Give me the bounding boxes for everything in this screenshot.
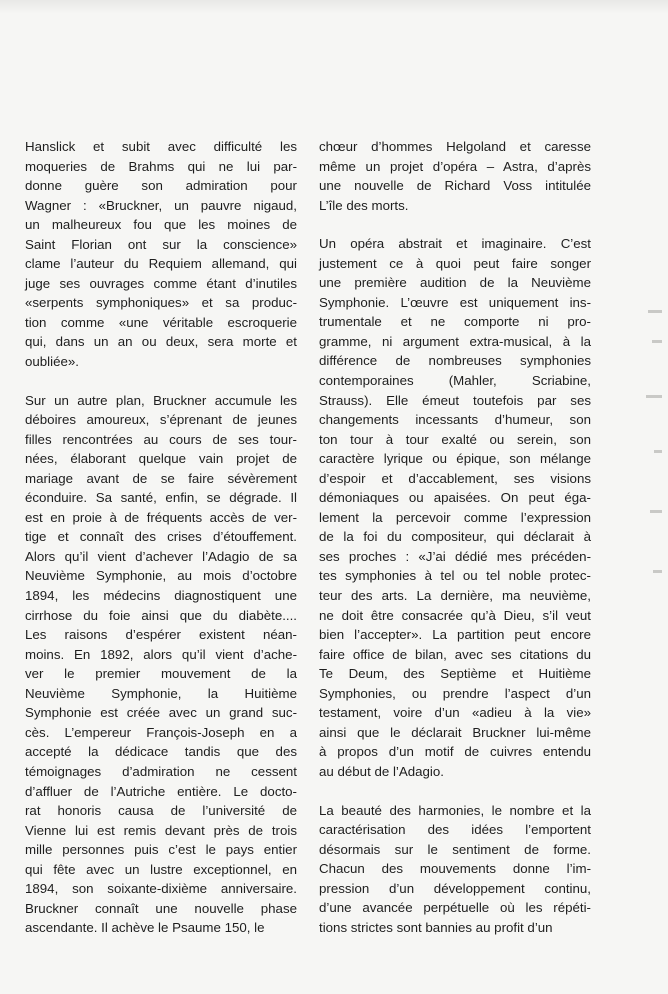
text-line: Bruckner connaît une nouvelle phase <box>25 900 297 916</box>
text-line: cirrhose du foie ainsi que du diabète.... <box>25 607 297 623</box>
text-line: moqueries de Brahms qui ne lui par- <box>25 158 297 174</box>
text-line: Neuvième Symphonie, la Huitième <box>25 685 297 701</box>
paragraph <box>319 234 591 781</box>
text-line: testament, voire d’un «adieu à la vie» <box>319 705 591 721</box>
paragraph <box>25 391 297 938</box>
text-line: Te Deum, des Septième et Huitième <box>319 666 591 682</box>
text-line: ver le premier mouvement de la <box>25 666 297 682</box>
text-line: teur des arts. La dernière, ma neuvième, <box>319 588 591 604</box>
text-line: ton tour à tour exalté ou serein, son <box>319 431 591 447</box>
text-line: au début de l’Adagio. <box>319 763 444 779</box>
text-line: changements incessants d’humeur, son <box>319 412 591 428</box>
paragraph <box>319 801 591 938</box>
text-line: à propos d’un motif de cuivres entendu <box>319 744 591 760</box>
text-line: 1894, les médecins diagnostiquent une <box>25 588 297 604</box>
text-line: Un opéra abstrait et imaginaire. C’est <box>319 236 591 252</box>
text-line: La beauté des harmonies, le nombre et la <box>319 802 591 818</box>
text-line: Symphonies, ou prendre l’aspect d’un <box>319 685 591 701</box>
text-line: caractère lyrique ou épique, son mélange <box>319 451 591 467</box>
text-line: qui, dans un an ou deux, sera morte et <box>25 334 297 350</box>
text-line: pression d’un développement continu, <box>319 880 591 896</box>
paragraph <box>319 137 591 215</box>
text-line: Sur un autre plan, Bruckner accumule les <box>25 392 297 408</box>
text-line: Les raisons d’espérer existent néan- <box>25 627 297 643</box>
text-line: accepté la dédicace tandis que des <box>25 744 297 760</box>
text-line: rat honoris causa de l’université de <box>25 803 297 819</box>
text-line: tion comme «une véritable escroquerie <box>25 314 297 330</box>
text-line: différence de nombreuses symphonies <box>319 353 591 369</box>
text-line: ne doit être consacrée qu’à Dieu, s’il veut <box>319 607 591 623</box>
text-line: ses proches : «J’ai dédié mes précéden- <box>319 548 591 564</box>
text-line: oubliée». <box>25 354 79 370</box>
text-line: faire office de bilan, avec ses citations du <box>319 646 591 662</box>
text-line: Chacun des mouvements donne l’im- <box>319 861 591 877</box>
text-line: Strauss). Elle émeut toutefois par ses <box>319 392 591 408</box>
text-line: clame l’auteur du Requiem allemand, qui <box>25 256 297 272</box>
text-line: Saint Florian ont sur la conscience» <box>25 236 297 252</box>
text-line: une nouvelle de Richard Voss intitulée <box>319 178 591 194</box>
text-line: un malheureux fou que les moines de <box>25 217 297 233</box>
text-line: mariage avant de se faire sévèrement <box>25 470 297 486</box>
text-line: gramme, ni argument extra-musical, à la <box>319 333 591 349</box>
text-line: déboires amoureux, s’éprenant de jeunes <box>25 412 297 428</box>
text-line: «serpents symphoniques» et sa produc- <box>25 295 297 311</box>
text-line: mille personnes puis c’est le pays entier <box>25 842 297 858</box>
text-line: 1894, son soixante-dixième anniversaire. <box>25 881 297 897</box>
text-line: tige et connaît des crises d’étouffement. <box>25 529 297 545</box>
text-line: d’espoir et d’accablement, ses visions <box>319 470 591 486</box>
text-line: chœur d’hommes Helgoland et caresse <box>319 139 591 154</box>
text-line: donne guère son admiration pour <box>25 178 297 194</box>
text-line: d’affluer de l’Autriche entière. Le docto- <box>25 783 297 799</box>
text-line: ainsi que le déclarait Bruckner lui-même <box>319 724 591 740</box>
text-line: tes symphonies à tel ou tel noble protec- <box>319 568 591 584</box>
text-line: bien l’accepter». La partition peut encore <box>319 627 591 643</box>
text-line: filles rencontrées au cours de ses tour- <box>25 431 297 447</box>
right-text-column <box>319 137 591 937</box>
text-line: de la foi du compositeur, qui déclarait à <box>319 529 591 545</box>
text-line: Alors qu’il vient d’achever l’Adagio de sa <box>25 548 297 564</box>
text-line: une première audition de la Neuvième <box>319 275 591 291</box>
scan-top-edge <box>0 0 668 14</box>
text-line: lement la percevoir comme l’expression <box>319 509 591 525</box>
text-line: Wagner : «Bruckner, un pauvre nigaud, <box>25 197 297 213</box>
text-line: Neuvième Symphonie, au mois d’octobre <box>25 568 297 584</box>
text-line: désormais sur le sentiment de forme. <box>319 841 591 857</box>
text-line: ascendante. Il achève le Psaume 150, le <box>25 920 265 936</box>
text-line: Vienne lui est remis devant près de trois <box>25 822 297 838</box>
text-line: qui fête avec un lustre exceptionnel, en <box>25 861 297 877</box>
text-line: justement ce à quoi peut faire songer <box>319 255 591 271</box>
text-line: cès. L’empereur François-Joseph en a <box>25 724 297 740</box>
left-text-column <box>25 137 297 938</box>
text-line: témoignages d’admiration ne cessent <box>25 763 297 779</box>
paragraph <box>25 137 297 372</box>
text-line: même un projet d’opéra – Astra, d’après <box>319 158 591 174</box>
right-margin-scan-marks <box>640 300 668 630</box>
text-line: moins. En 1892, alors qu’il vient d’ache- <box>25 646 297 662</box>
text-line: juge ses ouvrages comme étant d’inutiles <box>25 275 297 291</box>
text-line: démoniaques ou apaisées. On peut éga- <box>319 490 591 506</box>
text-line: L’île des morts. <box>319 197 409 213</box>
text-line: caractérisation des idées l’emportent <box>319 822 591 838</box>
text-line: est en proie à de fréquents accès de ver- <box>25 509 297 525</box>
text-line: tions strictes sont bannies au profit d’un <box>319 919 553 935</box>
text-line: contemporaines (Mahler, Scriabine, <box>319 373 591 389</box>
text-line: Symphonie est créée avec un grand suc- <box>25 705 297 721</box>
text-line: éconduire. Sa santé, enfin, se dégrade. Il <box>25 490 297 506</box>
text-line: trumentale et ne comporte ni pro- <box>319 314 591 330</box>
text-line: Symphonie. L’œuvre est uniquement ins- <box>319 294 591 310</box>
text-line: nées, élaborant quelque vain projet de <box>25 451 297 467</box>
text-line: Hanslick et subit avec difficulté les <box>25 139 297 154</box>
text-line: d’une avancée perpétuelle où les répéti- <box>319 900 591 916</box>
